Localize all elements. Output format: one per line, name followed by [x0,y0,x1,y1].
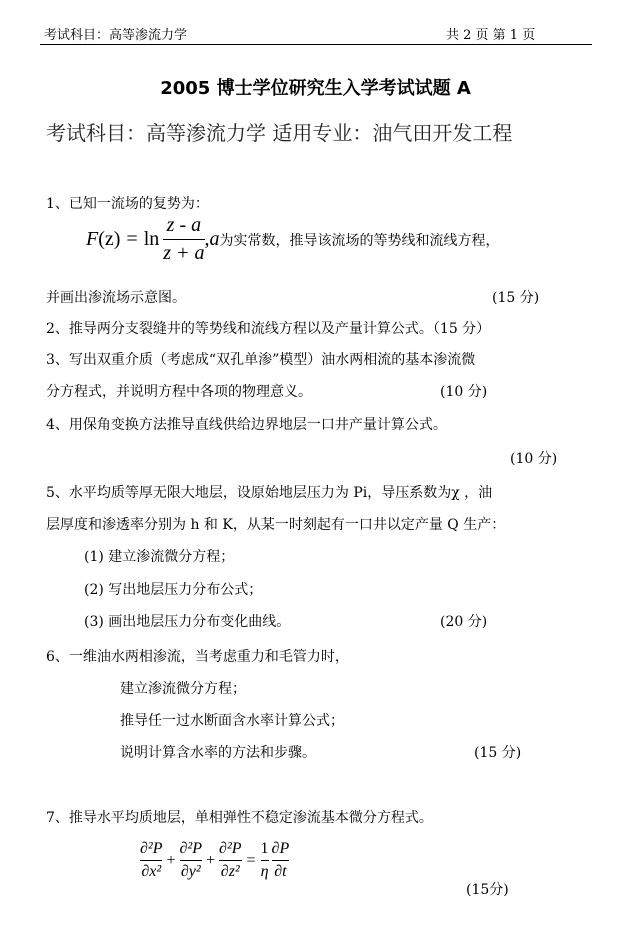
header-subject: 考试科目：高等渗流力学 [44,28,188,43]
exam-subtitle: 考试科目：高等渗流力学 适用专业：油气田开发工程 [46,121,513,145]
q2-text: 2、推导两分支裂缝井的等势线和流线方程以及产量计算公式。（15 分） [46,321,491,337]
q5-sub2: (2) 写出地层压力分布公式； [84,582,263,598]
q1-formula-F: F [86,228,99,250]
q6-sub2: 推导任一过水断面含水率计算公式； [120,713,344,729]
q1-formula-comma: , [204,228,210,250]
q6-score: (15 分) [474,745,522,761]
exam-title: 2005 博士学位研究生入学考试试题 A [160,78,471,99]
q1-formula-denominator: z + a [163,242,205,264]
q7-term-5-num: ∂P [271,840,290,857]
q7-term-4-den: η [260,863,269,880]
q6-line1: 6、一维油水两相渗流，当考虑重力和毛管力时， [46,649,349,665]
header-divider [40,44,592,45]
q7-term-1 [140,840,162,881]
q7-text: 7、推导水平均质地层，单相弹性不稳定渗流基本微分方程式。 [46,810,433,826]
q1-formula-a: a [209,228,220,250]
q1-formula-fraction [163,214,204,265]
q3-score: (10 分) [440,384,488,400]
q1-formula [86,214,500,265]
q5-sub3: (3) 画出地层压力分布变化曲线。 [84,614,291,630]
q7-term-4-num: 1 [260,840,269,857]
q1-formula-ln: ln [143,228,160,250]
q1-formula-numerator: z - a [166,214,202,236]
q5-score: (20 分) [440,614,488,630]
q1-formula-arg: (z) [98,228,121,250]
q7-term-1-num: ∂²P [140,840,163,857]
q5-sub1: (1) 建立渗流微分方程； [84,549,235,565]
q7-term-3 [219,840,241,881]
q7-term-3-den: ∂z² [220,863,240,880]
q7-plus-2: + [206,851,216,869]
q7-term-3-num: ∂²P [219,840,242,857]
q7-term-2 [180,840,202,881]
q6-sub3: 说明计算含水率的方法和步骤。 [120,745,316,761]
q6-sub1: 建立渗流微分方程； [120,681,246,697]
q7-term-1-den: ∂x² [141,863,162,880]
q3-line2: 分方程式，并说明方程中各项的物理意义。 [46,384,312,400]
q7-term-5-den: ∂t [274,863,287,880]
q1-intro: 1、已知一流场的复势为： [46,196,209,212]
q3-line1: 3、写出双重介质（考虑成“双孔单渗”模型）油水两相流的基本渗流微 [46,352,476,368]
q4-score: (10 分) [510,451,558,467]
q7-eq: = [246,851,256,869]
q5-line2: 层厚度和渗透率分别为 h 和 K，从某一时刻起有一口井以定产量 Q 生产： [46,517,506,533]
q1-formula-eq: = [126,228,138,250]
q1-rest: 为实常数，推导该流场的等势线和流线方程， [219,232,500,249]
q7-term-2-den: ∂y² [180,863,201,880]
q1-line2: 并画出渗流场示意图。 [46,290,186,306]
q7-term-2-num: ∂²P [179,840,202,857]
q5-line1: 5、水平均质等厚无限大地层，设原始地层压力为 Pi，导压系数为χ ，油 [46,485,493,501]
q7-plus-1: + [166,851,176,869]
q7-term-5 [272,840,290,881]
q7-score: (15分) [466,882,509,898]
header-page-count: 共 2 页 第 1 页 [446,28,536,43]
q1-score: (15 分) [492,290,540,306]
q7-formula [140,840,289,881]
q7-term-4 [261,840,269,881]
q4-text: 4、用保角变换方法推导直线供给边界地层一口井产量计算公式。 [46,417,447,433]
